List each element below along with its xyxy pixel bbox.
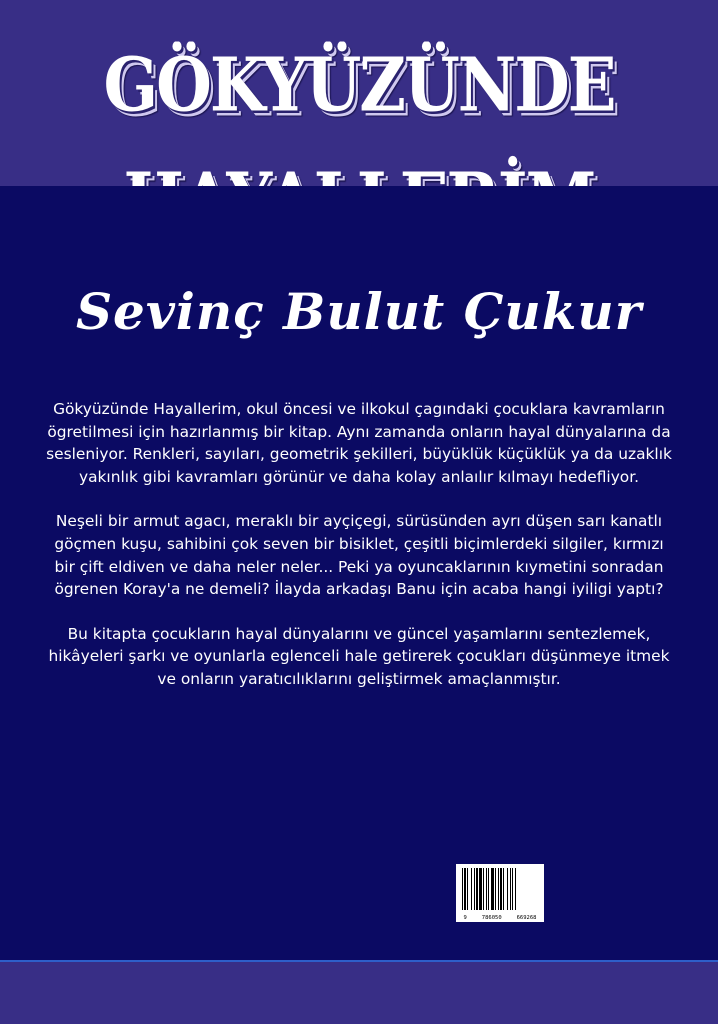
bottom-band: [0, 962, 718, 1024]
barcode-bar: [474, 868, 475, 910]
author-name: Sevinç Bulut Çukur: [75, 282, 643, 341]
barcode-bar: [498, 868, 499, 910]
barcode-bar: [479, 868, 482, 910]
barcode-bar: [495, 868, 496, 910]
barcode-bar: [488, 868, 489, 910]
blurb: [46, 398, 672, 713]
barcode-digit-group: 786050: [481, 915, 502, 921]
barcode-bar: [464, 868, 466, 910]
barcode-bar: [467, 868, 468, 910]
barcode-bar: [471, 868, 472, 910]
barcode-bar: [507, 868, 508, 910]
barcode-digit-group: 669268: [516, 915, 537, 921]
barcode-bars: [456, 864, 544, 914]
barcode-bar: [483, 868, 484, 910]
barcode-number: [456, 915, 544, 921]
barcode-bar: [491, 868, 494, 910]
barcode-bar: [515, 868, 516, 910]
blurb-paragraph: Neşeli bir armut agacı, meraklı bir ayçiçegi, sürüsünden ayrı düşen sarı kanatlı göçmen kuşu, sahibini çok seven bir bisiklet, çeşitli biçimlerdeki silgiler, kırmızı bir çift eldiven ve daha neler neler... Peki ya oyuncaklarının kıymetini sonradan ögrenen Koray'a ne demeli? İlayda arkadaşı Banu için acaba hangi iyiligi yaptı?: [54, 512, 664, 599]
barcode-bar: [503, 868, 504, 910]
barcode-bar: [510, 868, 511, 910]
barcode-bar: [476, 868, 478, 910]
blurb-paragraph: Bu kitapta çocukların hayal dünyalarını ve güncel yaşamlarını sentezlemek, hikâyeleri şarkı ve oyunlarla eglenceli hale getirerek çocukları düşünmeye itmek ve onların yaratıcılıklarını geliştirmek amaçlanmıştır.: [48, 624, 670, 688]
book-title: GÖKYÜZÜNDE: [103, 42, 615, 130]
barcode-bar: [486, 868, 487, 910]
barcode-bar: [500, 868, 502, 910]
barcode-digit-group: 9: [463, 915, 467, 921]
barcode: [456, 864, 544, 922]
barcode-bar: [462, 868, 463, 910]
barcode-bar: [512, 868, 513, 910]
blurb-paragraph: Gökyüzünde Hayallerim, okul öncesi ve ilkokul çagındaki çocuklara kavramların ögretilmesi için hazırlanmış bir kitap. Aynı zamanda onların hayal dünyalarına da sesleniyor. Renkleri, sayıları, geometrik şekilleri, büyüklük küçüklük ya da uzaklık yakınlık gibi kavramları görünür ve daha kolay anlaılır kılmayı hedefliyor.: [46, 400, 672, 486]
